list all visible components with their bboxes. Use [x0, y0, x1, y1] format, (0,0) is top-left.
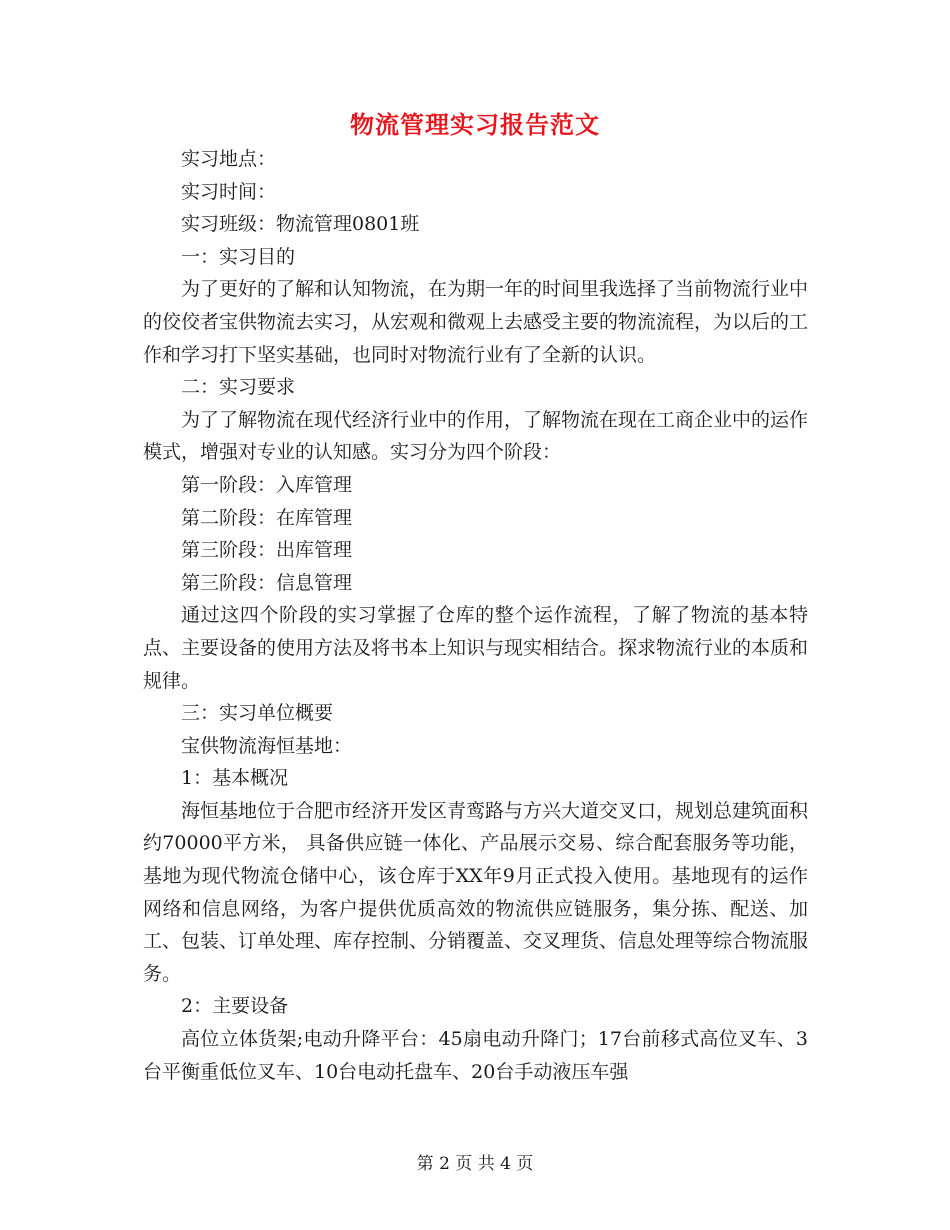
page-footer: 第 2 页 共 4 页 — [416, 1154, 534, 1174]
paragraph-company-name: 宝供物流海恒基地： — [181, 734, 353, 757]
stage-item: 第二阶段：在库管理 — [181, 506, 353, 529]
document-title: 物流管理实习报告范文 — [350, 110, 600, 139]
paragraph-overview: 海恒基地位于合肥市经济开发区青鸾路与方兴大道交叉口，规划总建筑面积约70000平方米， 具备供应链一体化、产品展示交易、综合配套服务等功能，基地为现代物流仓储中心，该仓库于XX年9月正式投入使用。基地现有的运作网络和信息网络，为客户提供优质高效的物流供应链服务，集分拣、配送、加工、包装、订单处理、库存控制、分销覆盖、交叉理货、信息处理等综合物流服务。 — [143, 799, 809, 985]
paragraph-time: 实习时间： — [181, 180, 277, 203]
section-heading-requirements: 二：实习要求 — [181, 376, 296, 399]
stage-item: 第三阶段：信息管理 — [181, 571, 353, 594]
subheading-overview: 1：基本概况 — [181, 767, 289, 790]
paragraph-purpose: 为了更好的了解和认知物流，在为期一年的时间里我选择了当前物流行业中的佼佼者宝供物流去实习，从宏观和微观上去感受主要的物流流程，为以后的工作和学习打下坚实基础，也同时对物流行业有了全新的认识。 — [143, 278, 809, 366]
stage-item: 第三阶段：出库管理 — [181, 539, 353, 562]
paragraph-equipment: 高位立体货架;电动升降平台：45扇电动升降门；17台前移式高位叉车、3台平衡重低位叉车、10台电动托盘车、20台手动液压车强 — [143, 1028, 808, 1083]
document-body — [143, 143, 808, 1088]
subheading-equipment: 2：主要设备 — [181, 995, 289, 1018]
section-heading-company: 三：实习单位概要 — [181, 702, 334, 725]
paragraph-stages-summary: 通过这四个阶段的实习掌握了仓库的整个运作流程，了解了物流的基本特点、主要设备的使用方法及将书本上知识与现实相结合。探求物流行业的本质和规律。 — [143, 604, 809, 692]
stage-item: 第一阶段：入库管理 — [181, 473, 353, 496]
paragraph-location: 实习地点： — [181, 148, 277, 170]
section-heading-purpose: 一：实习目的 — [181, 245, 296, 268]
paragraph-requirements: 为了了解物流在现代经济行业中的作用，了解物流在现在工商企业中的运作模式，增强对专业的认知感。实习分为四个阶段： — [143, 408, 809, 464]
paragraph-class: 实习班级：物流管理0801班 — [181, 213, 420, 236]
